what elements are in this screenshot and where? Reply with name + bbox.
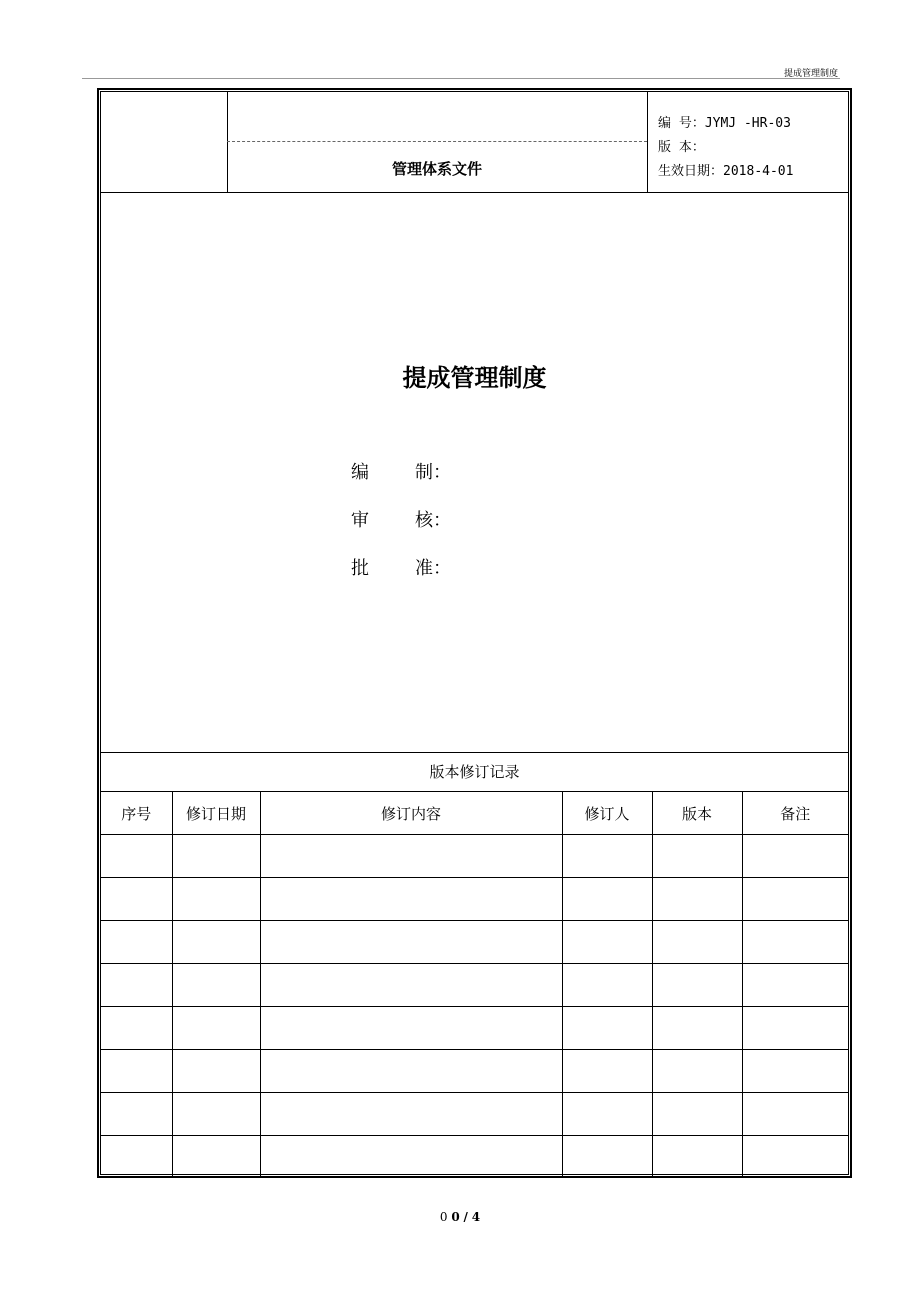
cell bbox=[652, 921, 742, 964]
running-header: 提成管理制度 bbox=[783, 69, 838, 79]
revision-record bbox=[101, 752, 848, 1178]
cell bbox=[260, 1050, 562, 1093]
cell bbox=[562, 1093, 652, 1136]
cell bbox=[101, 964, 172, 1007]
version-line bbox=[658, 136, 793, 160]
cell bbox=[260, 964, 562, 1007]
cell bbox=[652, 1050, 742, 1093]
cell bbox=[101, 1050, 172, 1093]
col-remarks: 备注 bbox=[742, 792, 848, 835]
table-row bbox=[101, 1007, 848, 1050]
cell bbox=[652, 1093, 742, 1136]
table-row bbox=[101, 1050, 848, 1093]
table-row bbox=[101, 921, 848, 964]
cell bbox=[101, 921, 172, 964]
signature-label-b: 制： bbox=[415, 462, 451, 483]
effective-date-line bbox=[658, 160, 793, 184]
cell bbox=[652, 1136, 742, 1179]
version-label: 版 本： bbox=[658, 140, 705, 155]
signature-label-a: 审 bbox=[351, 510, 369, 531]
cell bbox=[260, 1007, 562, 1050]
col-reviser: 修订人 bbox=[562, 792, 652, 835]
col-content: 修订内容 bbox=[260, 792, 562, 835]
cell bbox=[260, 1093, 562, 1136]
signature-approved bbox=[351, 554, 451, 580]
table-row bbox=[101, 878, 848, 921]
code-label: 编 号： bbox=[658, 116, 705, 131]
cell bbox=[172, 835, 260, 878]
cell bbox=[742, 1136, 848, 1179]
cell bbox=[742, 1007, 848, 1050]
cell bbox=[742, 964, 848, 1007]
cell bbox=[742, 835, 848, 878]
dashed-divider bbox=[227, 141, 647, 142]
cell bbox=[260, 1136, 562, 1179]
document-frame bbox=[97, 88, 852, 1178]
table-row bbox=[101, 1136, 848, 1179]
cell bbox=[172, 1136, 260, 1179]
cell bbox=[260, 921, 562, 964]
cell bbox=[562, 1136, 652, 1179]
revision-table bbox=[101, 792, 848, 1178]
document-meta bbox=[658, 112, 793, 184]
cell bbox=[101, 878, 172, 921]
signature-label-b: 核： bbox=[415, 510, 451, 531]
cell bbox=[562, 878, 652, 921]
logo-cell bbox=[101, 92, 228, 192]
revision-caption: 版本修订记录 bbox=[101, 753, 848, 792]
cell bbox=[562, 1007, 652, 1050]
cell bbox=[101, 1007, 172, 1050]
document-header bbox=[101, 92, 848, 193]
cell bbox=[172, 921, 260, 964]
cell bbox=[172, 1050, 260, 1093]
cell bbox=[562, 964, 652, 1007]
cell bbox=[562, 835, 652, 878]
signature-compiled bbox=[351, 458, 451, 484]
cell bbox=[172, 1093, 260, 1136]
cell bbox=[742, 878, 848, 921]
table-row bbox=[101, 835, 848, 878]
signature-label-b: 准： bbox=[415, 558, 451, 579]
system-title-cell bbox=[227, 92, 648, 192]
header-rule bbox=[82, 78, 840, 79]
table-row bbox=[101, 964, 848, 1007]
page-total: 4 bbox=[471, 1210, 481, 1224]
system-title: 管理体系文件 bbox=[391, 160, 482, 178]
cell bbox=[652, 964, 742, 1007]
cell bbox=[172, 1007, 260, 1050]
cell bbox=[101, 1136, 172, 1179]
cell bbox=[562, 921, 652, 964]
cell bbox=[101, 1093, 172, 1136]
page-number bbox=[0, 1210, 920, 1224]
page-current-bold: 0 bbox=[451, 1210, 460, 1224]
table-row bbox=[101, 1093, 848, 1136]
cell bbox=[652, 1007, 742, 1050]
cell bbox=[742, 1050, 848, 1093]
col-version: 版本 bbox=[652, 792, 742, 835]
cell bbox=[742, 1093, 848, 1136]
document-title: 提成管理制度 bbox=[402, 364, 547, 392]
code-line bbox=[658, 112, 793, 136]
cell bbox=[172, 878, 260, 921]
effective-date-value: 2018-4-01 bbox=[723, 164, 794, 179]
cell bbox=[742, 921, 848, 964]
revision-header-row bbox=[101, 792, 848, 835]
cell bbox=[652, 835, 742, 878]
page-separator: / bbox=[463, 1210, 468, 1224]
document-inner-frame bbox=[100, 91, 849, 1175]
cell bbox=[101, 835, 172, 878]
signature-label-a: 编 bbox=[351, 462, 369, 483]
signature-label-a: 批 bbox=[351, 558, 369, 579]
code-value: JYMJ -HR-03 bbox=[704, 116, 791, 131]
cell bbox=[652, 878, 742, 921]
signature-reviewed bbox=[351, 506, 451, 532]
col-date: 修订日期 bbox=[172, 792, 260, 835]
cell bbox=[260, 835, 562, 878]
cell bbox=[562, 1050, 652, 1093]
col-serial: 序号 bbox=[101, 792, 172, 835]
effective-date-label: 生效日期： bbox=[658, 164, 724, 179]
cell bbox=[260, 878, 562, 921]
cell bbox=[172, 964, 260, 1007]
page-current: 0 bbox=[439, 1210, 448, 1224]
